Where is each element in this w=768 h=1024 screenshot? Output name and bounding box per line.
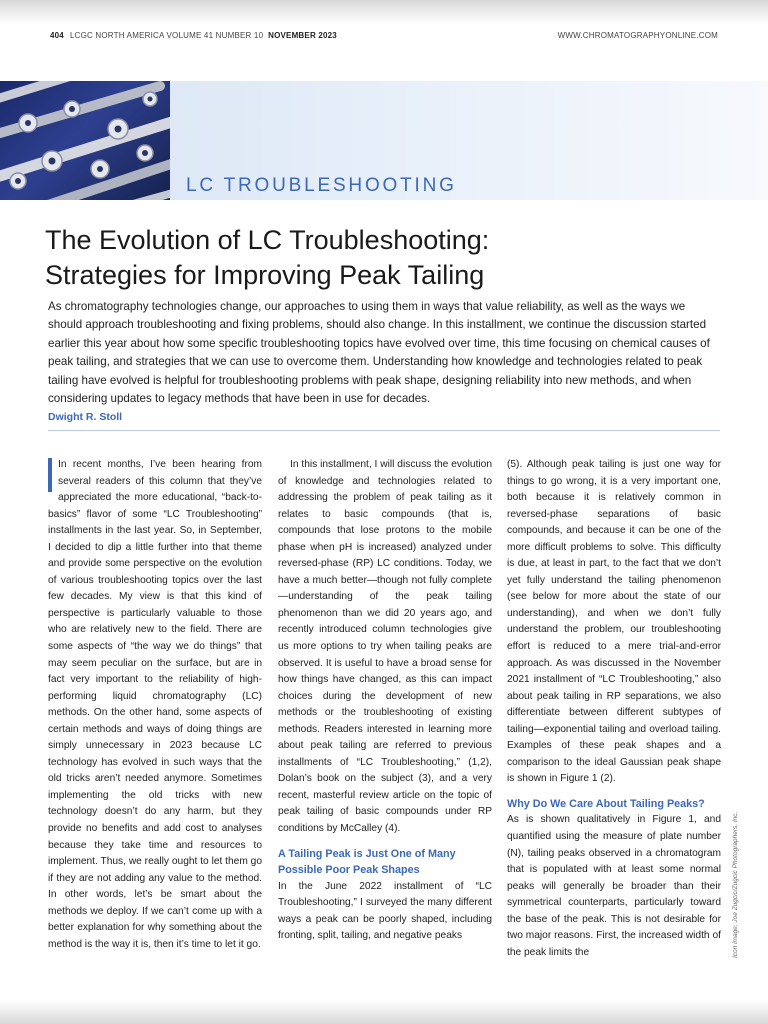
page-top-shadow <box>0 0 768 24</box>
dropcap-bar <box>48 458 52 492</box>
article-title <box>45 223 725 293</box>
body-column-1 <box>48 457 262 953</box>
fittings-photo-illustration <box>0 81 170 200</box>
body-paragraph: In recent months, I’ve been hearing from several readers of this column that they’ve appreciated the more educational, “back-to-basics” flavor of some “LC Troubleshooting” installments in the last year. So, in September, I decided to dip a little further into that theme and provide some perspective on the evolution of various troubleshooting topics over the last few decades. My view is that this kind of perspective is particularly valuable to those who are relatively new to the field. There are some aspects of “the way we do things” that may seem peculiar on the surface, but are in fact very important to the reliability of high-performing liquid chromatography (LC) methods. On the other hand, some aspects of certain methods and ways of doing things are simply unnecessary in 2023 because LC technology has evolved in such ways that the old tricks aren’t needed anymore. Sometimes implementing the old tricks with new technology doesn’t do any harm, but they provide no benefits and add cost to analyses because they take time and resources to implement. Thus, we really ought to let them go if they are not adding any value to the method. In other words, let’s be smart about the methods we deploy. If we can’t come up with a better explanation for why something about the method is the way it is, then it’s time to let it go. <box>48 459 262 950</box>
body-paragraph: As is shown qualitatively in Figure 1, and quantified using the measure of plate number (N), tailing peaks observed in a chromatogram that is populated with at least some normal peaks will generally be broader than their symmetrical counterparts, particularly toward the base of the peak. This is not desirable for two major reasons. First, the increased width of the peak limits the <box>507 814 721 958</box>
byline-divider <box>48 430 720 431</box>
body-column-2 <box>278 457 492 945</box>
issue-date: NOVEMBER 2023 <box>268 31 337 40</box>
body-paragraph: (5). Although peak tailing is just one way for things to go wrong, it is a very important one, both because it is relatively common in reversed-phase separations of basic compounds, and because it can be one of the more difficult problems to solve. This difficulty is due, at least in part, to the fact that we don’t yet fully understand the tailing phenomenon (see below for more about the state of our understanding), and when we don’t fully understand the problem, our troubleshooting effort is reduced to a mere trial-and-error approach. As was discussed in the November 2021 installment of “LC Troubleshooting,” also about peak tailing in RP separations, we also differentiate between different subtypes of tailing—exponential tailing and overload tailing. Examples of these peak shapes and a comparison to the ideal Gaussian peak shape is shown in Figure 1 (2). <box>507 459 721 785</box>
subheading-why-care: Why Do We Care About Tailing Peaks? <box>507 797 705 810</box>
paragraph-gap <box>278 838 492 846</box>
running-header <box>50 31 718 43</box>
body-paragraph: In this installment, I will discuss the evolution of knowledge and technologies related to addressing the problem of peak tailing as it relates to basic compounds (that is, compounds that lose protons to the mobile phase when pH is increased) analyzed under reversed-phase (RP) LC conditions. Today, we have a much better—though not fully complete—understanding of the peak tailing phenomenon than we did 20 years ago, and recently introduced column technologies give us more options to try when tailing peaks are observed. It is useful to have a broad sense for how things have changed, as this can impact choices during the development of new methods or the troubleshooting of existing methods. Readers interested in learning more about peak tailing are referred to previous installments of “LC Troubleshooting,” (1,2), Dolan’s book on the subject (3), and a very recent, masterful review article on the topic of peak tailing of basic compounds under RP conditions by McCalley (4). <box>278 459 492 835</box>
journal-info: LCGC NORTH AMERICA VOLUME 41 NUMBER 10 <box>69 31 264 40</box>
title-line-1: The Evolution of LC Troubleshooting: <box>45 225 490 255</box>
column-icon-photo <box>0 81 170 200</box>
page-number: 404 <box>50 31 64 40</box>
image-credit: Icon image: Joe Zugcic/Zugcic Photographers, Inc. <box>732 811 739 958</box>
website-link[interactable]: WWW.CHROMATOGRAPHYONLINE.COM <box>557 31 718 40</box>
title-line-2: Strategies for Improving Peak Tailing <box>45 260 485 290</box>
page-bottom-shadow <box>0 1000 768 1024</box>
body-column-3 <box>507 457 721 961</box>
body-paragraph: In the June 2022 installment of “LC Troubleshooting,” I surveyed the many different ways a peak can be poorly shaped, including fronting, split, tailing, and negative peaks <box>278 880 492 942</box>
header-left <box>50 31 337 40</box>
article-abstract: As chromatography technologies change, our approaches to using them in ways that value reliability, as well as the ways we should approach troubleshooting and fixing problems, should also change. In this installment, we continue the discussion started earlier this year about how some specific troubleshooting topics have evolved over time, this time focusing on chemical causes of peak tailing, and strategies that we can use to overcome them. Understanding how knowledge and technologies related to peak tailing have evolved is helpful for troubleshooting problems with peak shape, designing reliability into new methods, and when considering updates to legacy methods that have been in use for decades. <box>48 300 710 406</box>
section-label: LC TROUBLESHOOTING <box>186 175 457 196</box>
paragraph-gap <box>507 788 721 796</box>
author-byline: Dwight R. Stoll <box>48 411 123 423</box>
subheading-tailing-peak: A Tailing Peak is Just One of Many Possible Poor Peak Shapes <box>278 847 456 877</box>
